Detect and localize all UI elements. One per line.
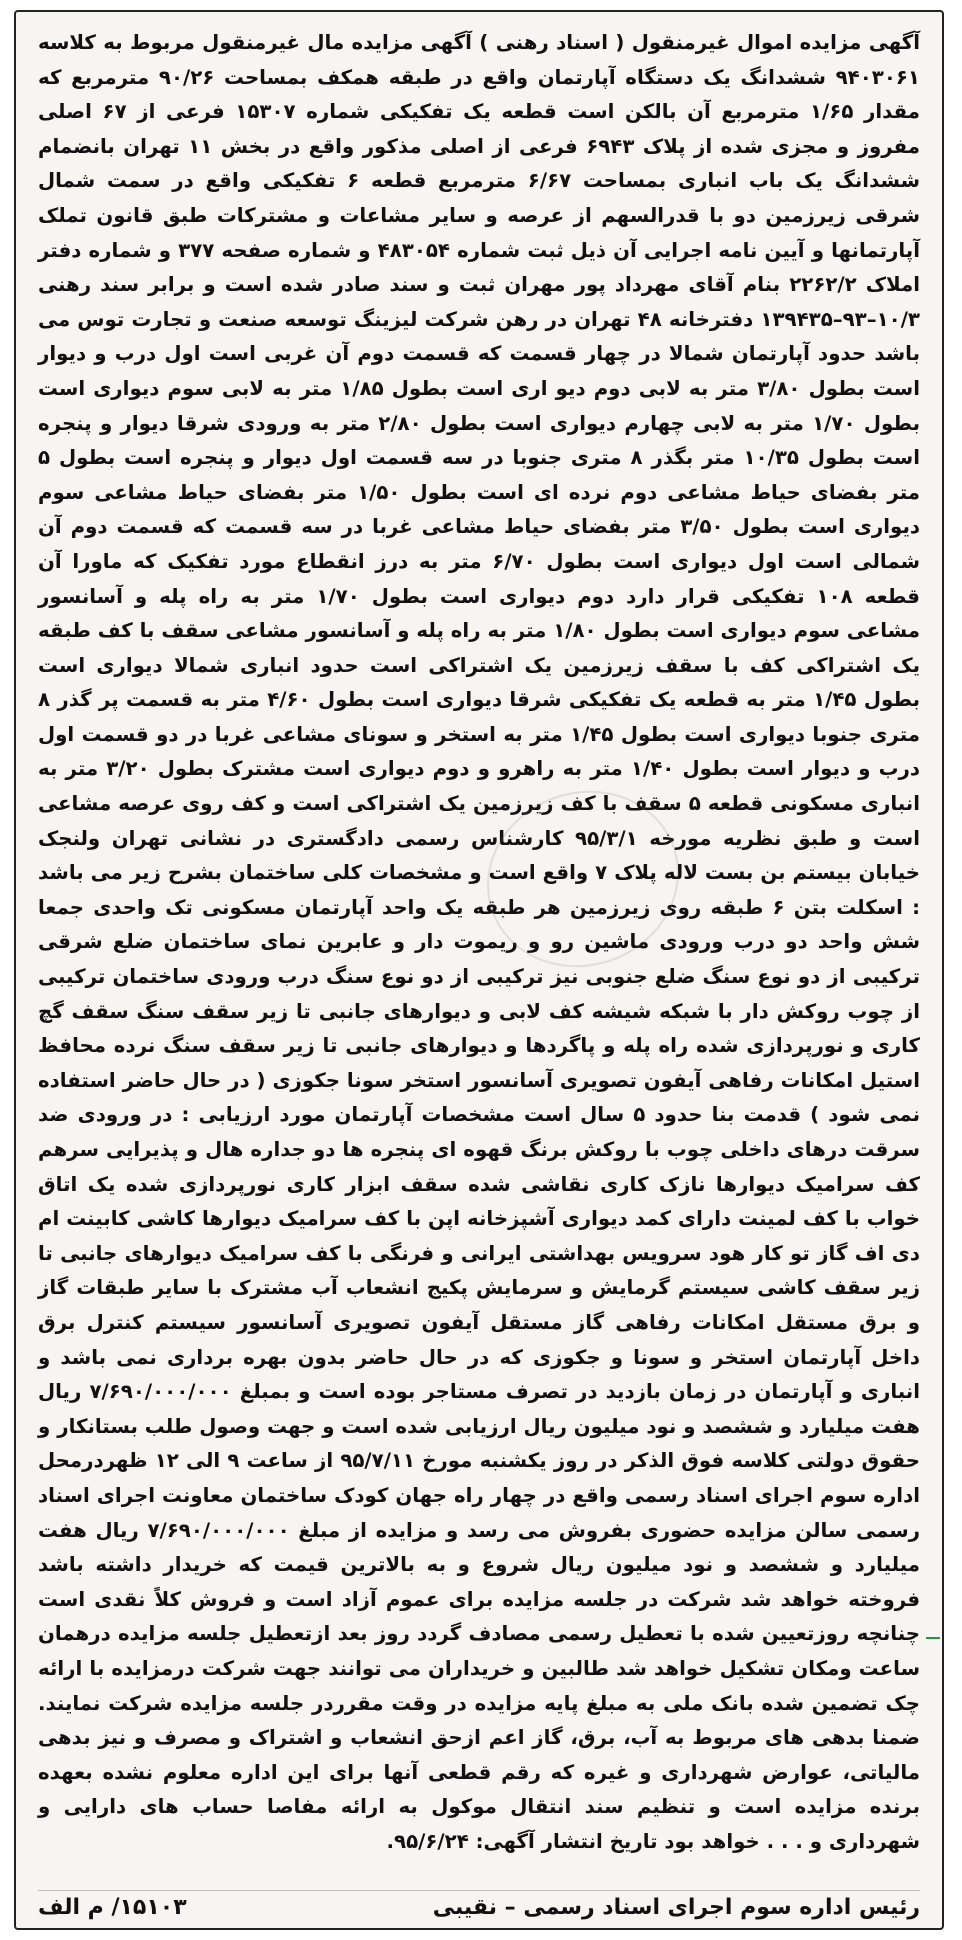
newspaper-notice (14, 10, 944, 1930)
reference-number: ۱۵۱۰۳/ م الف (38, 1895, 187, 1920)
margin-mark (926, 1637, 940, 1639)
signature-line (38, 1890, 920, 1920)
notice-body (16, 12, 942, 1859)
notice-paragraph: آگهی مزایده اموال غیرمنقول ( اسناد رهنی ) آگهی مزایده مال غیرمنقول مربوط به کلاسه ۹۴۰۳۰۶۱ ششدانگ یک دستگاه آپارتمان واقع در طبقه همکف بمساحت ۹۰/۲۶ مترمربع که مقدار ۱/۶۵ مترمربع آن بالکن است قطعه یک تفکیکی شماره ۱۵۳۰۷ فرعی از ۶۷ اصلی مفروز و مجزی شده از پلاک ۶۹۴۳ فرعی از اصلی مذکور واقع در بخش ۱۱ تهران بانضمام ششدانگ یک باب انباری بمساحت ۶/۶۷ مترمربع قطعه ۶ تفکیکی واقع در سمت شمال شرقی زیرزمین دو با قدرالسهم از عرصه و سایر مشاعات و مشترکات طبق قانون تملک آپارتمانها و آیین نامه اجرایی آن ذیل ثبت شماره ۴۸۳۰۵۴ و شماره صفحه ۳۷۷ و شماره دفتر املاک ۲۲۶۲/۲ بنام آقای مهرداد پور مهران ثبت و سند صادر شده است و برابر سند رهنی ۱۰/۳–۹۳–۱۳۹۴۳۵ دفترخانه ۴۸ تهران در رهن شرکت لیزینگ توسعه صنعت و تجارت توس می باشد حدود آپارتمان شمالا در چهار قسمت که قسمت دوم آن غربی است اول درب و دیوار است بطول ۳/۸۰ متر به لابی دوم دیو اری است بطول ۱/۸۵ متر به لابی سوم دیواری است بطول ۱/۷۰ متر به لابی چهارم دیواری است بطول ۲/۸۰ متر به ورودی شرقا دیوار و پنجره است بطول ۱۰/۳۵ متر بگذر ۸ متری جنوبا در سه قسمت اول دیوار و پنجره است بطول ۵ متر بفضای حیاط مشاعی دوم نرده ای است بطول ۱/۵۰ متر بفضای حیاط مشاعی سوم دیواری است بطول ۳/۵۰ متر بفضای حیاط مشاعی غربا در سه قسمت که قسمت دوم آن شمالی است اول دیواری است بطول ۶/۷۰ متر به درز انقطاع مورد تفکیک که ماورا آن قطعه ۱۰۸ تفکیکی قرار دارد دوم دیواری است بطول ۱/۷۰ متر به راه پله و آسانسور مشاعی سوم دیواری است بطول ۱/۸۰ متر به راه پله و آسانسور مشاعی سقف با کف طبقه یک اشتراکی کف با سقف زیرزمین یک اشتراکی است حدود انباری شمالا دیواری است بطول ۱/۴۵ متر به قطعه یک تفکیکی شرقا دیواری است بطول ۴/۶۰ متر به قسمت پر گذر ۸ متری جنوبا دیواری است بطول ۱/۴۵ متر به استخر و سونای مشاعی غربا در دو قسمت اول درب و دیوار است بطول ۱/۴۰ متر به راهرو و دوم دیواری است مشترک بطول ۳/۲۰ متر به انباری مسکونی قطعه ۵ سقف با کف زیرزمین یک اشتراکی است و کف روی عرصه مشاعی است و طبق نظریه مورخه ۹۵/۳/۱ کارشناس رسمی دادگستری در نشانی تهران ولنجک خیابان بیستم بن بست لاله پلاک ۷ واقع است و مشخصات کلی ساختمان بشرح زیر می باشد : اسکلت بتن ۶ طبقه روی زیرزمین هر طبقه یک واحد آپارتمان مسکونی تک واحدی جمعا شش واحد دو درب ورودی ماشین رو و ریموت دار و عابرین نمای ساختمان ضلع شرقی ترکیبی از دو نوع سنگ ضلع جنوبی نیز ترکیبی از دو نوع سنگ درب ورودی ساختمان ترکیبی از چوب روکش دار با شبکه شیشه کف لابی و دیوارهای جانبی تا زیر سقف سنگ سقف گچ کاری و نورپردازی شده راه پله و پاگردها و دیوارهای جانبی تا زیر سقف سنگ نرده محافظ استیل امکانات رفاهی آیفون تصویری آسانسور استخر سونا جکوزی ( در حال حاضر استفاده نمی شود ) قدمت بنا حدود ۵ سال است مشخصات آپارتمان مورد ارزیابی : در ورودی ضد سرقت درهای داخلی چوب با روکش برنگ قهوه ای پنجره ها دو جداره هال و پذیرایی سرهم کف سرامیک دیوارها نازک کاری نقاشی شده سقف ابزار کاری نورپردازی شده یک اتاق خواب با کف لمینت دارای کمد دیواری آشپزخانه اپن با کف سرامیک دیوارها کاشی کابینت ام دی اف گاز تو کار هود سرویس بهداشتی ایرانی و فرنگی با کف سرامیک دیوارهای جانبی تا زیر سقف کاشی سیستم گرمایش و سرمایش پکیج انشعاب آب مشترک با سایر طبقات گاز و برق مستقل امکانات رفاهی گاز مستقل آیفون تصویری آسانسور سیستم کنترل برق داخل آپارتمان استخر و سونا و جکوزی که در حال حاضر بدون بهره برداری نمی باشد و انباری و آپارتمان در زمان بازدید در تصرف مستاجر بوده است و بمبلغ ۷/۶۹۰/۰۰۰/۰۰۰ ریال هفت میلیارد و ششصد و نود میلیون ریال ارزیابی شده است و جهت وصول طلب بستانکار و حقوق دولتی کلاسه فوق الذکر در روز یکشنبه مورخ ۹۵/۷/۱۱ از ساعت ۹ الی ۱۲ ظهردرمحل اداره سوم اجرای اسناد رسمی واقع در چهار راه جهان کودک ساختمان معاونت اجرای اسناد رسمی سالن مزایده حضوری بفروش می رسد و مزایده از مبلغ ۷/۶۹۰/۰۰۰/۰۰۰ ریال هفت میلیارد و ششصد و نود میلیون ریال شروع و به بالاترین قیمت که خریدار داشته باشد فروخته خواهد شد شرکت در جلسه مزایده برای عموم آزاد است و فروش کلاً نقدی است چنانچه روزتعیین شده با تعطیل رسمی مصادف گردد روز بعد ازتعطیل جلسه مزایده درهمان ساعت ومکان تشکیل خواهد شد طالبین و خریداران می توانند جهت شرکت درمزایده با ارائه چک تضمین شده بانک ملی به مبلغ پایه مزایده در وقت مقرردر جلسه مزایده شرکت نمایند. ضمنا بدهی های مربوط به آب، برق، گاز اعم ازحق انشعاب و اشتراک و مصرف و نیز بدهی مالیاتی، عوارض شهرداری و غیره که رقم قطعی آنها برای این اداره معلوم نشده بعهده برنده مزایده است و تنظیم سند انتقال موکول به ارائه مفاصا حساب های دارایی و شهرداری و . . . خواهد بود تاریخ انتشار آگهی: ۹۵/۶/۲۴. (38, 31, 921, 1853)
signature-text: رئیس اداره سوم اجرای اسناد رسمی – نقیبی (432, 1895, 920, 1920)
